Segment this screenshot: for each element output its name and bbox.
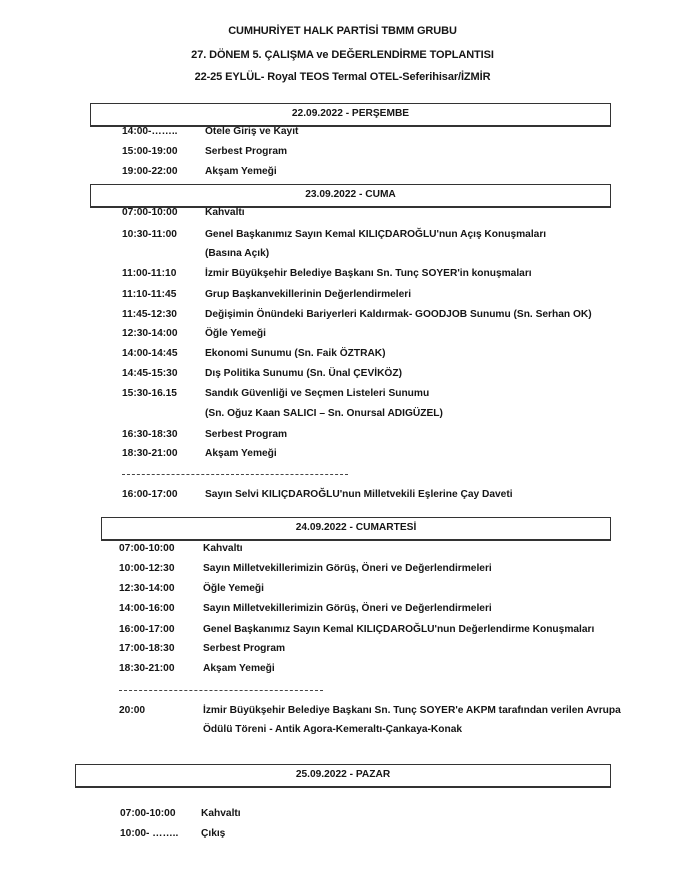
- time-slot: 16:30-18:30: [122, 429, 178, 440]
- activity: Dış Politika Sunumu (Sn. Ünal ÇEVİKÖZ): [205, 368, 402, 379]
- time-slot: 16:00-17:00: [119, 624, 175, 635]
- time-slot: 14:00-16:00: [119, 603, 175, 614]
- activity: Öğle Yemeği: [205, 328, 266, 339]
- time-slot: 07:00-10:00: [119, 543, 175, 554]
- time-slot: 15:00-19:00: [122, 146, 178, 157]
- time-slot: 14:45-15:30: [122, 368, 178, 379]
- activity: Genel Başkanımız Sayın Kemal KILIÇDAROĞLU'nun Değerlendirme Konuşmaları: [203, 624, 595, 635]
- activity-note: (Basına Açık): [205, 248, 270, 259]
- day-header-sunday: 25.09.2022 - PAZAR: [75, 764, 611, 787]
- dashed-separator: [119, 690, 323, 691]
- activity: Sandık Güvenliği ve Seçmen Listeleri Sunumu: [205, 388, 430, 399]
- day-header-thursday: 22.09.2022 - PERŞEMBE: [90, 103, 611, 126]
- activity: Serbest Program: [205, 146, 288, 157]
- day-underline: [75, 787, 611, 788]
- time-slot: 18:30-21:00: [122, 448, 178, 459]
- day-header-saturday: 24.09.2022 - CUMARTESİ: [101, 517, 611, 540]
- time-slot: 14:00-14:45: [122, 348, 178, 359]
- activity: Kahvaltı: [201, 808, 241, 819]
- activity: İzmir Büyükşehir Belediye Başkanı Sn. Tunç SOYER'e AKPM tarafından verilen Avrupa: [203, 705, 621, 716]
- activity: Değişimin Önündeki Bariyerleri Kaldırmak- GOODJOB Sunumu (Sn. Serhan OK): [205, 309, 592, 320]
- time-slot: 20:00: [119, 705, 146, 716]
- time-slot: 17:00-18:30: [119, 643, 175, 654]
- activity: Akşam Yemeği: [205, 448, 277, 459]
- time-slot: 10:30-11:00: [122, 229, 177, 240]
- time-slot: 14:00-……..: [122, 126, 178, 137]
- time-slot: 15:30-16.15: [122, 388, 177, 399]
- day-underline: [101, 540, 611, 541]
- activity: Ekonomi Sunumu (Sn. Faik ÖZTRAK): [205, 348, 386, 359]
- activity: Serbest Program: [203, 643, 286, 654]
- dashed-separator: [122, 474, 348, 475]
- activity: Sayın Milletvekillerimizin Görüş, Öneri ve Değerlendirmeleri: [203, 603, 492, 614]
- time-slot: 11:10-11:45: [122, 289, 177, 300]
- day-header-friday: 23.09.2022 - CUMA: [90, 184, 611, 207]
- activity: Akşam Yemeği: [203, 663, 275, 674]
- activity: Çıkış: [201, 828, 226, 839]
- date-venue: 22-25 EYLÜL- Royal TEOS Termal OTEL-Seferihisar/İZMİR: [194, 71, 491, 83]
- activity-continuation: Ödülü Töreni - Antik Agora-Kemeraltı-Çankaya-Konak: [203, 724, 463, 735]
- time-slot: 11:45-12:30: [122, 309, 177, 320]
- activity: Kahvaltı: [203, 543, 243, 554]
- time-slot: 12:30-14:00: [122, 328, 178, 339]
- activity: Genel Başkanımız Sayın Kemal KILIÇDAROĞLU'nun Açış Konuşmaları: [205, 229, 547, 240]
- meeting-title: 27. DÖNEM 5. ÇALIŞMA ve DEĞERLENDİRME TOPLANTISI: [191, 49, 494, 61]
- time-slot: 11:00-11:10: [122, 268, 177, 279]
- time-slot: 12:30-14:00: [119, 583, 175, 594]
- activity: Otele Giriş ve Kayıt: [205, 126, 299, 137]
- time-slot: 10:00- ……..: [120, 828, 179, 839]
- time-slot: 07:00-10:00: [122, 207, 178, 218]
- activity: Akşam Yemeği: [205, 166, 277, 177]
- time-slot: 19:00-22:00: [122, 166, 178, 177]
- activity: Serbest Program: [205, 429, 288, 440]
- activity: Öğle Yemeği: [203, 583, 264, 594]
- activity: İzmir Büyükşehir Belediye Başkanı Sn. Tunç SOYER'in konuşmaları: [205, 268, 532, 279]
- activity: Kahvaltı: [205, 207, 245, 218]
- time-slot: 18:30-21:00: [119, 663, 175, 674]
- activity: Grup Başkanvekillerinin Değerlendirmeleri: [205, 289, 412, 300]
- activity: Sayın Milletvekillerimizin Görüş, Öneri ve Değerlendirmeleri: [203, 563, 492, 574]
- time-slot: 16:00-17:00: [122, 489, 178, 500]
- activity-note: (Sn. Oğuz Kaan SALICI – Sn. Onursal ADIGÜZEL): [205, 408, 443, 419]
- time-slot: 10:00-12:30: [119, 563, 175, 574]
- time-slot: 07:00-10:00: [120, 808, 176, 819]
- group-title: CUMHURİYET HALK PARTİSİ TBMM GRUBU: [228, 25, 457, 37]
- activity: Sayın Selvi KILIÇDAROĞLU'nun Milletvekili Eşlerine Çay Daveti: [205, 489, 513, 500]
